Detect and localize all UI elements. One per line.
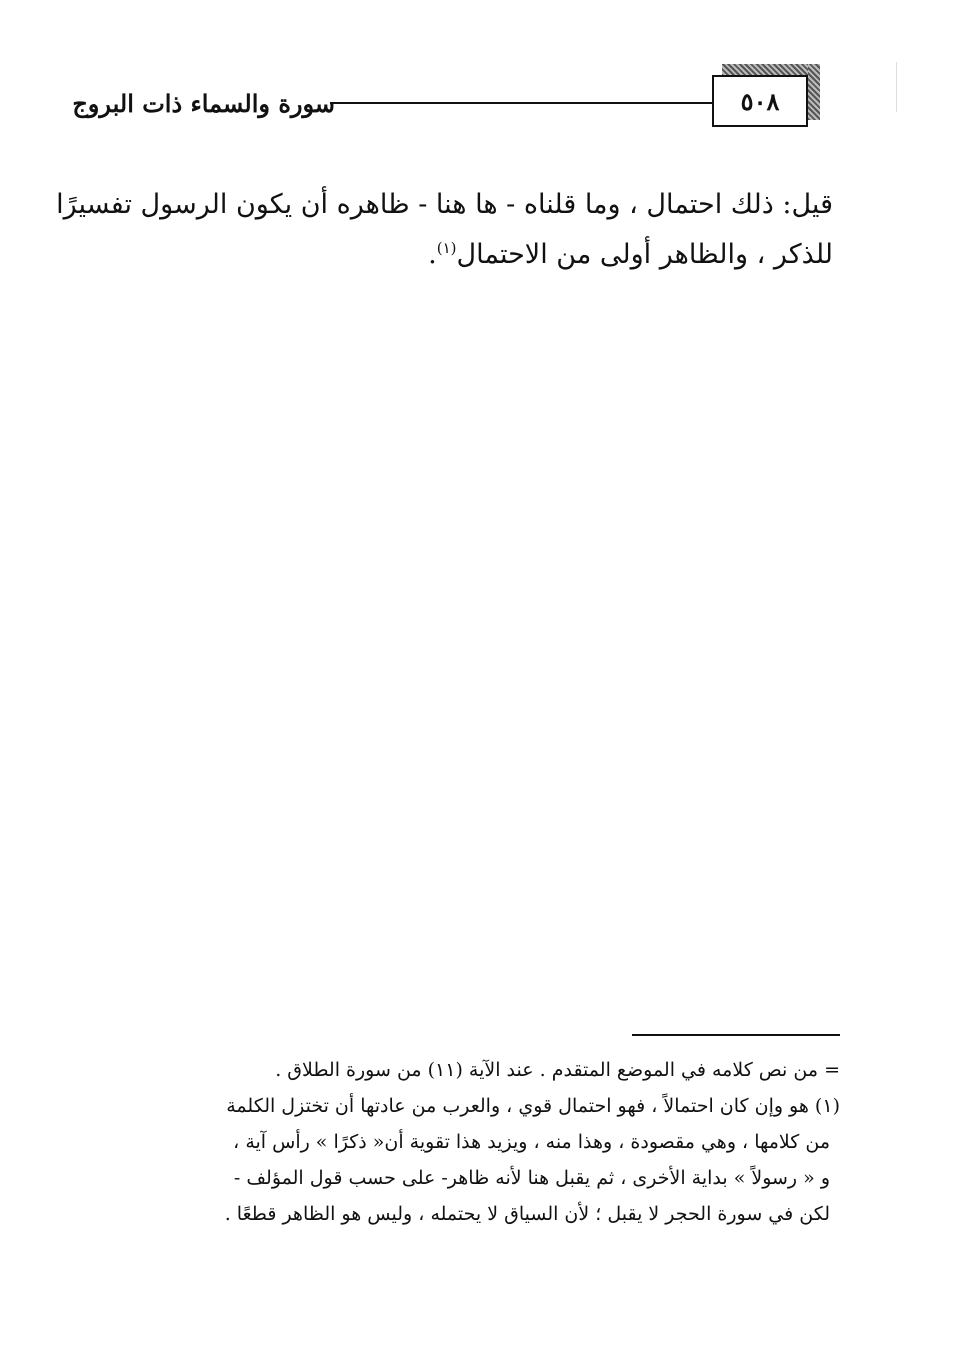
footnote-line: لكن في سورة الحجر لا يقبل ؛ لأن السياق لا يحتمله ، وليس هو الظاهر قطعًا . — [224, 1203, 830, 1225]
footnote-separator — [632, 1034, 840, 1036]
scan-artifact — [896, 62, 897, 112]
surah-title: سورة والسماء ذات البروج — [72, 89, 335, 118]
page-number-text: ٥٠٨ — [740, 86, 780, 116]
footnote-line: (١) هو وإن كان احتمالاً ، فهو احتمال قوي ، والعرب من عادتها أن تختزل الكلمة — [226, 1095, 840, 1117]
main-line — [85, 230, 833, 280]
main-text — [56, 180, 833, 280]
page-number-shadow — [808, 64, 820, 120]
main-paragraph — [56, 180, 833, 280]
footnote-reference: (١) — [436, 239, 457, 257]
footnote-line: = من نص كلامه في الموضع المتقدم . عند الآية (١١) من سورة الطلاق . — [275, 1059, 840, 1081]
page-number — [712, 75, 808, 127]
main-line-text: للذكر ، والظاهر أولى من الاحتمال — [456, 239, 833, 270]
trailing-punctuation: . — [428, 239, 437, 270]
footnote-line: من كلامها ، وهي مقصودة ، وهذا منه ، ويزيد هذا تقوية أن« ذكرًا » رأس آية ، — [233, 1131, 830, 1153]
footnote-line: و « رسولاً » بداية الأخرى ، ثم يقبل هنا لأنه ظاهر- على حسب قول المؤلف - — [233, 1167, 830, 1189]
main-line: قيل: ذلك احتمال ، وما قلناه - ها هنا - ظاهره أن يكون الرسول تفسيرًا — [56, 189, 833, 220]
page-header — [0, 0, 967, 140]
header-rule — [330, 102, 712, 104]
footnotes — [100, 1052, 840, 1232]
